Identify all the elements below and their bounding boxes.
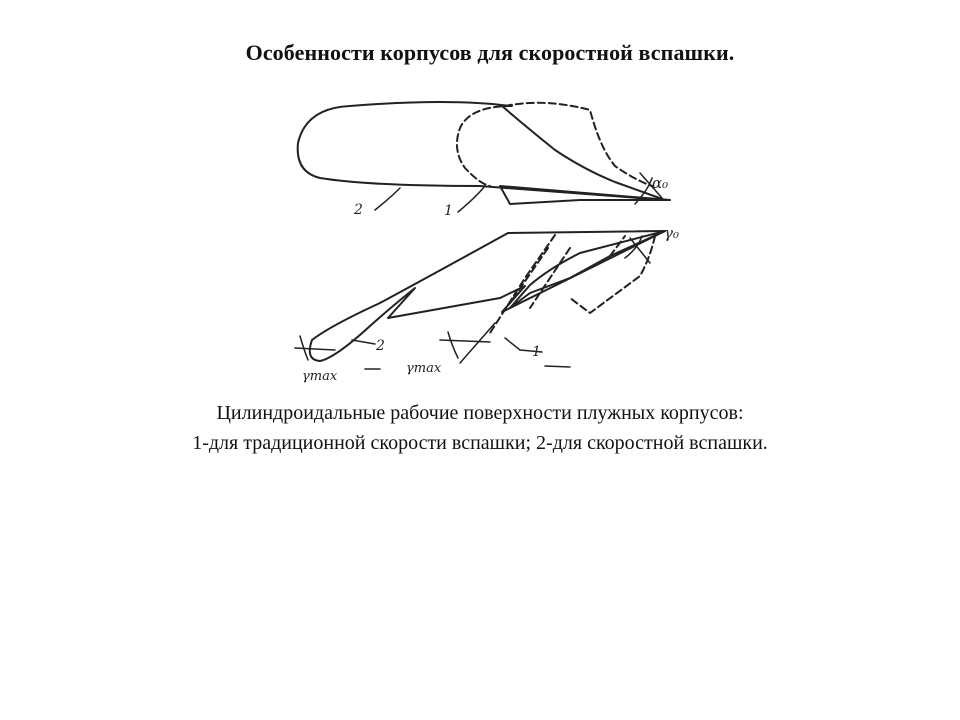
top-outline-1 bbox=[502, 106, 665, 200]
label-1-bottom: 1 bbox=[532, 344, 541, 360]
label-gamma-right: γ₀ bbox=[664, 224, 679, 242]
slide-title: Особенности корпусов для скоростной вспашки. bbox=[245, 40, 735, 65]
label-2-top: 2 bbox=[354, 202, 363, 218]
gamma-max-left-line bbox=[295, 348, 335, 350]
plough-surface-figure bbox=[280, 88, 720, 388]
figure-caption bbox=[0, 398, 960, 458]
gamma-max-mid-line bbox=[440, 340, 490, 342]
label-gamma-max-mid: γmax bbox=[406, 361, 442, 376]
top-blade bbox=[500, 186, 670, 204]
bottom-dashed-outline bbox=[490, 235, 655, 333]
caption-line-2: 1-для традиционной скорости вспашки; 2-для скоростной вспашки. bbox=[192, 432, 768, 454]
bottom-tick bbox=[545, 366, 570, 367]
leader-2-top bbox=[375, 188, 400, 210]
label-gamma-max-left: γmax bbox=[302, 369, 338, 384]
top-outline-2 bbox=[298, 102, 665, 200]
gamma-max-mid-ray bbox=[460, 323, 495, 363]
leader-2-bottom bbox=[352, 340, 375, 344]
leader-1-top bbox=[458, 186, 485, 212]
gamma-max-mid-arc bbox=[448, 332, 458, 358]
label-alpha: α₀ bbox=[652, 174, 669, 192]
label-2-bottom: 2 bbox=[376, 338, 385, 354]
label-1-top: 1 bbox=[444, 203, 453, 219]
caption-line-1: Цилиндроидальные рабочие поверхности плужных корпусов: bbox=[216, 402, 744, 424]
top-dashed-outline bbox=[457, 103, 652, 186]
plough-surface-drawing bbox=[280, 88, 720, 388]
